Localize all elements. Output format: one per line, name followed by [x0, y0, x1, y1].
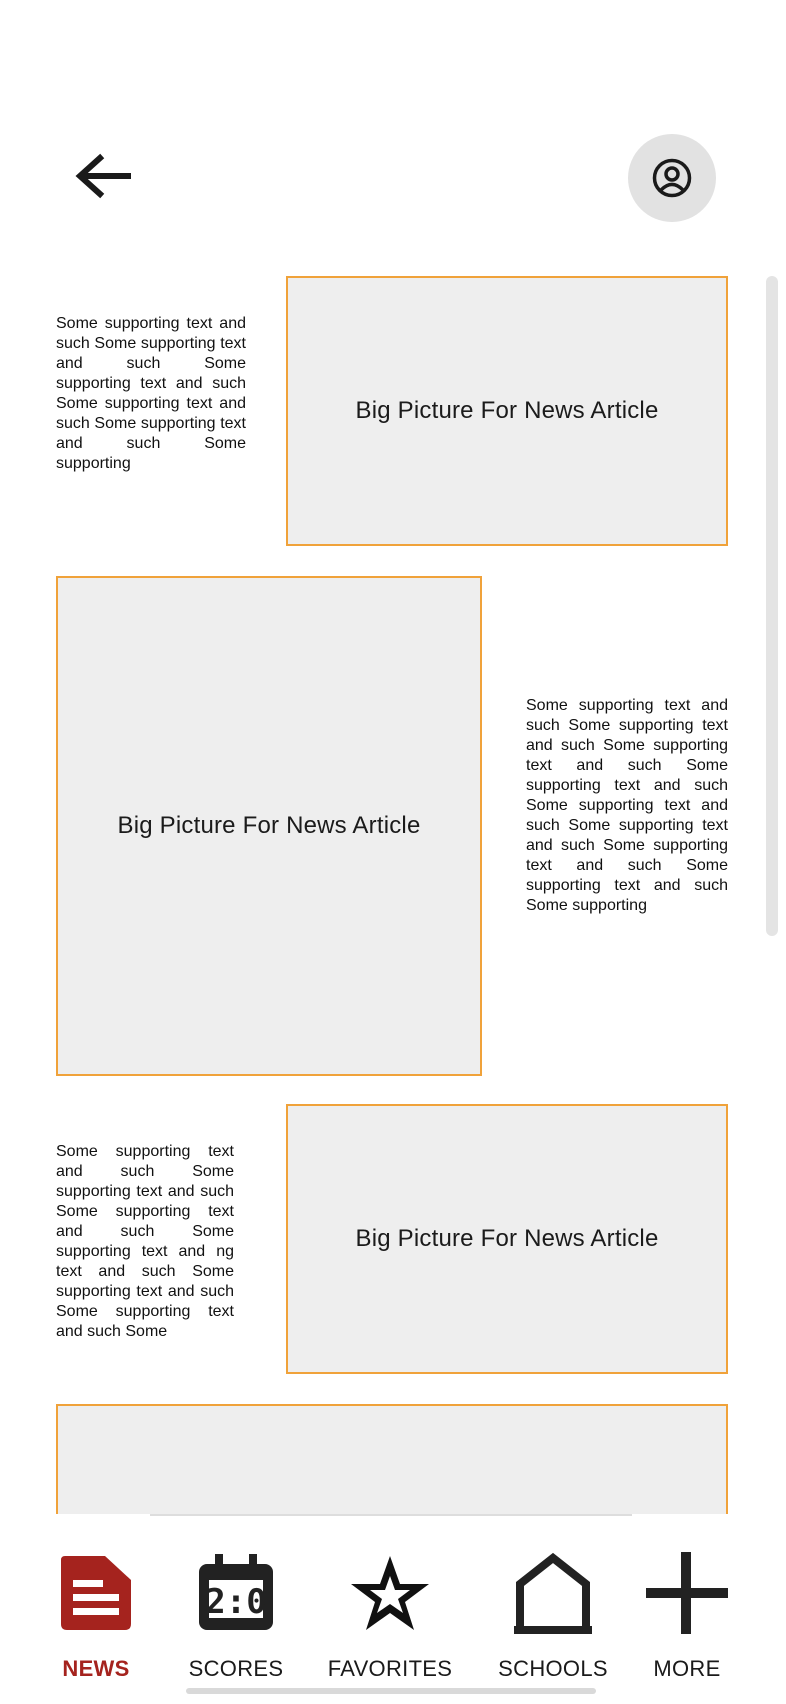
school-icon: [510, 1550, 596, 1636]
plus-icon: [644, 1550, 730, 1636]
article-image[interactable]: [286, 1104, 728, 1374]
profile-button[interactable]: [628, 134, 716, 222]
bottom-navigation: [0, 1514, 786, 1704]
nav-divider: [150, 1514, 632, 1516]
news-feed[interactable]: [0, 250, 786, 1514]
nav-item-scores[interactable]: [161, 1536, 311, 1681]
article-image-label: Big Picture For News Article: [355, 397, 659, 424]
nav-label-schools: SCHOOLS: [498, 1656, 608, 1681]
nav-label-news: NEWS: [62, 1656, 130, 1681]
article-summary: Some supporting text and such Some supporting text and such Some supporting text and such Some supporting text and such Some supporting text and such Some supporting text and such Some supporting text and such Some supporting text and such Some supporting: [526, 697, 728, 914]
article-image[interactable]: [56, 1404, 728, 1514]
nav-item-news[interactable]: [21, 1536, 171, 1681]
article-image-label: Big Picture For News Article: [117, 812, 421, 839]
home-indicator[interactable]: [186, 1688, 596, 1694]
svg-text:2:0: 2:0: [205, 1582, 267, 1622]
nav-item-schools[interactable]: [478, 1536, 628, 1681]
scoreboard-icon: [193, 1550, 279, 1636]
nav-item-more[interactable]: [612, 1536, 762, 1681]
nav-label-favorites: FAVORITES: [327, 1656, 453, 1681]
top-bar: [0, 0, 786, 250]
article-image-label: Big Picture For News Article: [355, 1225, 659, 1252]
nav-label-scores: SCORES: [188, 1656, 284, 1681]
article-summary: Some supporting text and such Some supporting text and such Some supporting text and such Some supporting text and ng text and such Some supporting text and such Some supporting text and such Some: [56, 1143, 234, 1340]
star-icon: [347, 1550, 433, 1636]
scrollbar[interactable]: [766, 276, 778, 936]
article-image[interactable]: [286, 276, 728, 546]
article-image[interactable]: [56, 576, 482, 1076]
user-circle-icon: [652, 158, 692, 198]
back-button[interactable]: [72, 150, 136, 206]
nav-label-more: MORE: [653, 1656, 721, 1681]
nav-item-favorites[interactable]: [315, 1536, 465, 1681]
news-icon: [53, 1550, 139, 1636]
arrow-left-icon: [72, 150, 136, 206]
article-summary: Some supporting text and such Some supporting text and such Some supporting text and such Some supporting text and such Some supporting text and such Some supporting: [56, 315, 246, 472]
